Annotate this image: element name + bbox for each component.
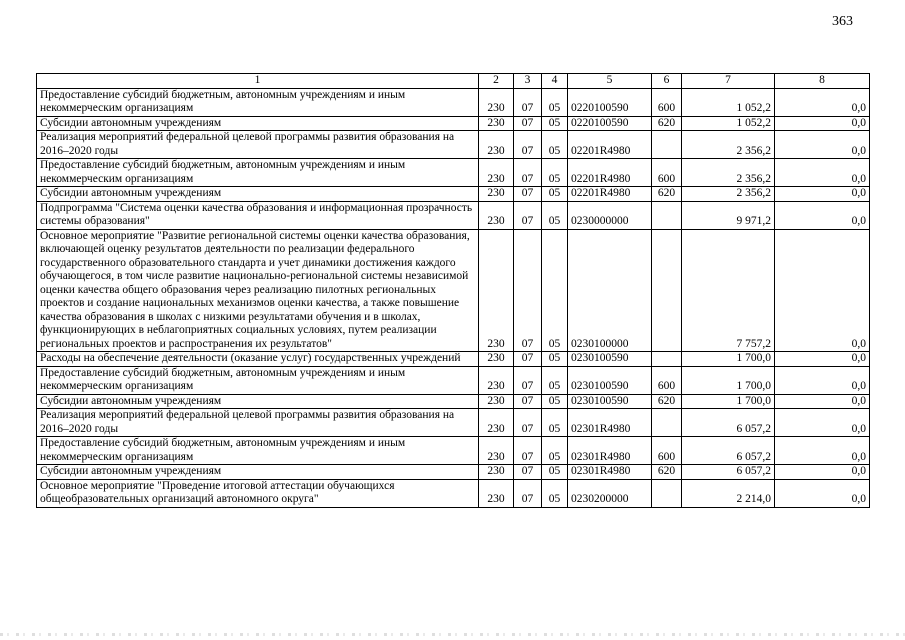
cell-amount-2: 0,0	[775, 116, 870, 131]
cell-target-code: 0230100590	[568, 352, 652, 367]
cell-target-code: 02201R4980	[568, 187, 652, 202]
cell-amount-2: 0,0	[775, 394, 870, 409]
cell-subsection: 05	[542, 352, 568, 367]
cell-ministry: 230	[479, 229, 514, 352]
cell-subsection: 05	[542, 465, 568, 480]
cell-name: Предоставление субсидий бюджетным, автономным учреждениям и иным некоммерческим организациям	[37, 88, 479, 116]
cell-name: Предоставление субсидий бюджетным, автономным учреждениям и иным некоммерческим организациям	[37, 366, 479, 394]
table-row	[37, 394, 870, 409]
cell-target-code: 02301R4980	[568, 409, 652, 437]
cell-subsection: 05	[542, 229, 568, 352]
cell-target-code: 0230000000	[568, 201, 652, 229]
table-row	[37, 229, 870, 352]
cell-subsection: 05	[542, 479, 568, 507]
table-row	[37, 159, 870, 187]
cell-amount-2: 0,0	[775, 88, 870, 116]
cell-expense-type	[652, 229, 682, 352]
header-col-3: 3	[514, 74, 542, 89]
cell-section: 07	[514, 352, 542, 367]
cell-subsection: 05	[542, 116, 568, 131]
table-row	[37, 116, 870, 131]
cell-ministry: 230	[479, 437, 514, 465]
cell-amount: 1 700,0	[682, 352, 775, 367]
cell-name: Подпрограмма "Система оценки качества образования и информационная прозрачность системы образования"	[37, 201, 479, 229]
cell-ministry: 230	[479, 479, 514, 507]
cell-expense-type: 600	[652, 88, 682, 116]
cell-expense-type	[652, 201, 682, 229]
header-col-7: 7	[682, 74, 775, 89]
header-col-5: 5	[568, 74, 652, 89]
cell-section: 07	[514, 201, 542, 229]
cell-amount: 6 057,2	[682, 465, 775, 480]
cell-amount: 2 356,2	[682, 187, 775, 202]
cell-amount: 1 052,2	[682, 116, 775, 131]
cell-subsection: 05	[542, 201, 568, 229]
table-row	[37, 479, 870, 507]
cell-name: Субсидии автономным учреждениям	[37, 465, 479, 480]
cell-target-code: 0230100000	[568, 229, 652, 352]
cell-target-code: 02201R4980	[568, 131, 652, 159]
cell-expense-type: 600	[652, 159, 682, 187]
cell-expense-type	[652, 352, 682, 367]
cell-ministry: 230	[479, 116, 514, 131]
cell-target-code: 02301R4980	[568, 437, 652, 465]
table-row	[37, 131, 870, 159]
cell-amount: 7 757,2	[682, 229, 775, 352]
cell-ministry: 230	[479, 159, 514, 187]
table-row	[37, 187, 870, 202]
cell-ministry: 230	[479, 366, 514, 394]
cell-subsection: 05	[542, 437, 568, 465]
cell-ministry: 230	[479, 409, 514, 437]
table-row	[37, 409, 870, 437]
cell-amount-2: 0,0	[775, 229, 870, 352]
header-col-2: 2	[479, 74, 514, 89]
header-row	[37, 74, 870, 89]
cell-subsection: 05	[542, 394, 568, 409]
cell-amount-2: 0,0	[775, 437, 870, 465]
cell-expense-type	[652, 409, 682, 437]
cell-ministry: 230	[479, 187, 514, 202]
cell-amount: 1 052,2	[682, 88, 775, 116]
table-row	[37, 437, 870, 465]
cell-name: Субсидии автономным учреждениям	[37, 394, 479, 409]
cell-target-code: 0220100590	[568, 116, 652, 131]
cell-amount-2: 0,0	[775, 465, 870, 480]
cell-ministry: 230	[479, 352, 514, 367]
header-col-8: 8	[775, 74, 870, 89]
cell-amount: 1 700,0	[682, 394, 775, 409]
cell-expense-type: 600	[652, 366, 682, 394]
cell-amount: 6 057,2	[682, 437, 775, 465]
cell-subsection: 05	[542, 159, 568, 187]
cell-amount-2: 0,0	[775, 159, 870, 187]
cell-ministry: 230	[479, 131, 514, 159]
cell-section: 07	[514, 437, 542, 465]
page-number: 363	[832, 14, 853, 29]
cell-subsection: 05	[542, 366, 568, 394]
cell-amount: 2 356,2	[682, 159, 775, 187]
cell-section: 07	[514, 409, 542, 437]
cell-section: 07	[514, 131, 542, 159]
cell-subsection: 05	[542, 409, 568, 437]
cell-section: 07	[514, 465, 542, 480]
cell-name: Субсидии автономным учреждениям	[37, 187, 479, 202]
cell-amount: 6 057,2	[682, 409, 775, 437]
cell-ministry: 230	[479, 394, 514, 409]
cell-name: Реализация мероприятий федеральной целевой программы развития образования на 2016–2020 годы	[37, 131, 479, 159]
cell-section: 07	[514, 88, 542, 116]
scan-artifact-line	[0, 633, 905, 636]
cell-amount-2: 0,0	[775, 409, 870, 437]
budget-table	[36, 73, 870, 508]
cell-amount: 1 700,0	[682, 366, 775, 394]
cell-name: Субсидии автономным учреждениям	[37, 116, 479, 131]
cell-expense-type: 620	[652, 394, 682, 409]
cell-ministry: 230	[479, 465, 514, 480]
cell-expense-type: 600	[652, 437, 682, 465]
table-row	[37, 366, 870, 394]
cell-target-code: 0230200000	[568, 479, 652, 507]
cell-amount-2: 0,0	[775, 187, 870, 202]
cell-expense-type	[652, 131, 682, 159]
cell-expense-type	[652, 479, 682, 507]
cell-expense-type: 620	[652, 116, 682, 131]
cell-amount: 2 356,2	[682, 131, 775, 159]
cell-amount-2: 0,0	[775, 352, 870, 367]
table-row	[37, 352, 870, 367]
cell-ministry: 230	[479, 88, 514, 116]
cell-target-code: 02201R4980	[568, 159, 652, 187]
cell-amount-2: 0,0	[775, 131, 870, 159]
cell-name: Реализация мероприятий федеральной целевой программы развития образования на 2016–2020 годы	[37, 409, 479, 437]
cell-target-code: 0230100590	[568, 366, 652, 394]
cell-section: 07	[514, 116, 542, 131]
cell-name: Расходы на обеспечение деятельности (оказание услуг) государственных учреждений	[37, 352, 479, 367]
cell-amount-2: 0,0	[775, 366, 870, 394]
cell-section: 07	[514, 479, 542, 507]
cell-name: Основное мероприятие "Проведение итоговой аттестации обучающихся общеобразовательных организаций автономного округа"	[37, 479, 479, 507]
cell-section: 07	[514, 394, 542, 409]
cell-section: 07	[514, 159, 542, 187]
cell-target-code: 0230100590	[568, 394, 652, 409]
cell-target-code: 02301R4980	[568, 465, 652, 480]
cell-subsection: 05	[542, 187, 568, 202]
header-col-1: 1	[37, 74, 479, 89]
header-col-4: 4	[542, 74, 568, 89]
table-row	[37, 201, 870, 229]
cell-amount-2: 0,0	[775, 479, 870, 507]
cell-name: Основное мероприятие "Развитие региональной системы оценки качества образования, включающей оценку результатов деятельности по реализации федерального государственного образовательного стандарта и учет динамики достижения каждого обучающегося, в том числе развитие национально-региональной системы независимой оценки качества общего образования через реализацию пилотных региональных проектов и создание национальных механизмов оценки качества, а также повышение качества образования в школах с низкими результатами обучения и в школах, функционирующих в неблагоприятных социальных условиях, путем реализации региональных проектов и распространения их результатов"	[37, 229, 479, 352]
cell-amount: 2 214,0	[682, 479, 775, 507]
cell-subsection: 05	[542, 131, 568, 159]
cell-subsection: 05	[542, 88, 568, 116]
cell-amount-2: 0,0	[775, 201, 870, 229]
table-row	[37, 88, 870, 116]
table-row	[37, 465, 870, 480]
cell-name: Предоставление субсидий бюджетным, автономным учреждениям и иным некоммерческим организациям	[37, 437, 479, 465]
cell-target-code: 0220100590	[568, 88, 652, 116]
cell-expense-type: 620	[652, 187, 682, 202]
cell-section: 07	[514, 366, 542, 394]
header-col-6: 6	[652, 74, 682, 89]
cell-ministry: 230	[479, 201, 514, 229]
cell-section: 07	[514, 229, 542, 352]
cell-section: 07	[514, 187, 542, 202]
cell-amount: 9 971,2	[682, 201, 775, 229]
cell-expense-type: 620	[652, 465, 682, 480]
cell-name: Предоставление субсидий бюджетным, автономным учреждениям и иным некоммерческим организациям	[37, 159, 479, 187]
